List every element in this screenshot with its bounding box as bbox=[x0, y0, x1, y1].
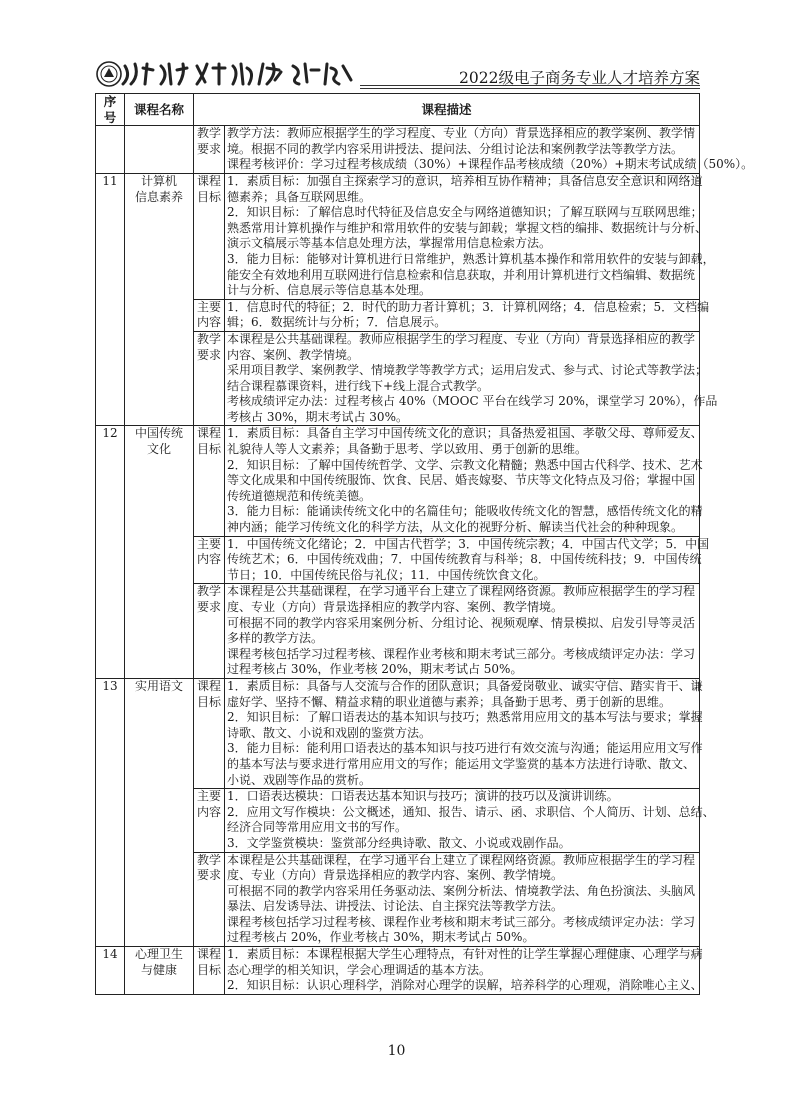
section-label: 教学 要求 bbox=[194, 331, 225, 426]
description-line: 教学方法：教师应根据学生的学习程度、专业（方向）背景选择相应的教学案例、教学情 bbox=[227, 126, 696, 141]
section-label: 主要 内容 bbox=[194, 299, 225, 331]
section-label: 课程 目标 bbox=[194, 173, 225, 299]
course-number: 12 bbox=[96, 426, 125, 679]
section-label: 课程 目标 bbox=[194, 426, 225, 536]
table-body bbox=[96, 126, 754, 995]
section-label: 教学 要求 bbox=[194, 126, 225, 174]
section-description bbox=[225, 126, 754, 174]
description-line: 3．能力目标：能利用口语表达的基本知识与技巧进行有效交流与沟通；能运用应用文写作 bbox=[227, 741, 703, 756]
table-row bbox=[96, 678, 700, 788]
description-line: 辑；6．数据统计与分析；7．信息展示。 bbox=[227, 315, 447, 330]
description-line: 德素养；具备互联网思维。 bbox=[227, 189, 372, 204]
description-line: 3．能力目标：能够对计算机进行日常维护，熟悉计算机基本操作和常用软件的安装与卸载， bbox=[227, 251, 715, 266]
description-line: 1．素质目标：本课程根据大学生心理特点，有针对性的让学生掌握心理健康、心理学与病 bbox=[227, 947, 703, 962]
table-row bbox=[96, 947, 700, 995]
header-rule-secondary bbox=[360, 88, 700, 89]
section-label: 课程 目标 bbox=[194, 678, 225, 788]
school-logo bbox=[95, 60, 357, 88]
description-line: 诗歌、散文、小说和戏剧的鉴赏方法。 bbox=[227, 725, 432, 740]
description-line: 神内涵；能学习传统文化的科学方法，从文化的视野分析、解读当代社会的种种现象。 bbox=[227, 520, 684, 535]
section-label: 教学 要求 bbox=[194, 852, 225, 947]
course-name: 中国传统 文化 bbox=[125, 426, 194, 679]
description-line: 结合课程慕课资料，进行线下+线上混合式教学。 bbox=[227, 378, 490, 393]
description-line: 传统道德规范和传统美德。 bbox=[227, 488, 372, 503]
page-number: 10 bbox=[387, 1043, 406, 1059]
description-line: 节日；10．中国传统民俗与礼仪；11．中国传统饮食文化。 bbox=[227, 567, 546, 582]
section-description bbox=[225, 426, 703, 536]
header-num: 序号 bbox=[96, 94, 125, 126]
description-line: 传统艺术；6．中国传统戏曲；7．中国传统教育与科举；8．中国传统科技；9．中国传统 bbox=[227, 552, 702, 567]
description-line: 度、专业（方向）背景选择相应的教学内容、案例、教学情境。 bbox=[227, 600, 564, 614]
section-description bbox=[225, 947, 703, 995]
description-line: 礼貌待人等人文素养；具备勤于思考、学以致用、勇于创新的思维。 bbox=[227, 442, 588, 457]
table-row bbox=[96, 173, 700, 299]
page-header bbox=[95, 58, 700, 92]
description-line: 考核占 30%，期末考试占 30%。 bbox=[227, 409, 408, 424]
description-line: 1．素质目标：具备自主学习中国传统文化的意识；具备热爱祖国、孝敬父母、尊师爱友、 bbox=[227, 426, 703, 441]
description-line: 1．口语表达模块：口语表达基本知识与技巧；演讲的技巧以及演讲训练。 bbox=[227, 789, 619, 804]
course-name: 计算机 信息素养 bbox=[125, 173, 194, 426]
description-line: 能安全有效地利用互联网进行信息检索和信息获取，并利用计算机进行文档编辑、数据统 bbox=[227, 267, 696, 282]
description-line: 本课程是公共基础课程，在学习通平台上建立了课程网络资源。教师应根据学生的学习程 bbox=[227, 852, 696, 867]
description-line: 采用项目教学、案例教学、情境教学等教学方式；运用启发式、参与式、讨论式等教学法； bbox=[227, 363, 708, 378]
table-row bbox=[96, 126, 700, 174]
course-name: 实用语文 bbox=[125, 678, 194, 946]
description-line: 虚好学、坚持不懈、精益求精的职业道德与素养；具备勤于思考、勇于创新的思维。 bbox=[227, 694, 672, 709]
description-line: 等文化成果和中国传统服饰、饮食、民居、婚丧嫁娶、节庆等文化特点及习俗；掌握中国 bbox=[227, 473, 696, 488]
section-label: 主要 内容 bbox=[194, 789, 225, 852]
description-line: 内容、案例、教学情境。 bbox=[227, 347, 360, 362]
description-line: 本课程是公共基础课程。教师应根据学生的学习程度、专业（方向）背景选择相应的教学 bbox=[227, 331, 696, 346]
description-line: 2．知识目标：了解信息时代特征及信息安全与网络道德知识；了解互联网与互联网思维； bbox=[227, 205, 703, 220]
school-emblem-icon bbox=[95, 60, 357, 88]
header-course-name: 课程名称 bbox=[125, 94, 194, 126]
description-line: 态心理学的相关知识，学会心理调适的基本方法。 bbox=[227, 962, 492, 977]
course-number bbox=[96, 126, 125, 174]
description-line: 1．素质目标：加强自主探索学习的意识，培养相互协作精神；具备信息安全意识和网络道 bbox=[227, 173, 703, 188]
description-line: 可根据不同的教学内容采用任务驱动法、案例分析法、情境教学法、角色扮演法、头脑风 bbox=[227, 883, 696, 898]
description-line: 课程考核包括学习过程考核、课程作业考核和期末考试三部分。考核成绩评定办法：学习 bbox=[227, 914, 696, 929]
table-header-row bbox=[96, 94, 700, 126]
description-line: 2．应用文写作模块：公文概述，通知、报告、请示、函、求职信、个人简历、计划、总结、 bbox=[227, 804, 715, 819]
description-line: 的基本写法与要求进行常用应用文的写作；能运用文学鉴赏的基本方法进行诗歌、散文、 bbox=[227, 756, 696, 771]
section-description bbox=[225, 173, 715, 299]
description-line: 多样的教学方法。 bbox=[227, 631, 324, 646]
section-label: 主要 内容 bbox=[194, 536, 225, 584]
section-description bbox=[225, 299, 710, 331]
section-description bbox=[225, 678, 703, 788]
course-number: 13 bbox=[96, 678, 125, 946]
description-line: 本课程是公共基础课程，在学习通平台上建立了课程网络资源。教师应根据学生的学习程 bbox=[227, 584, 696, 599]
description-line: 3．能力目标：能诵读传统文化中的名篇佳句；能吸收传统文化的智慧，感悟传统文化的精 bbox=[227, 504, 703, 519]
description-line: 2．知识目标：认识心理科学，消除对心理学的误解，培养科学的心理观，消除唯心主义、 bbox=[227, 978, 703, 993]
description-line: 经济合同等常用应用文书的写作。 bbox=[227, 820, 408, 835]
course-table bbox=[95, 93, 754, 995]
section-description bbox=[225, 584, 700, 679]
description-line: 过程考核占 30%，作业考核 20%，期末考试占 50%。 bbox=[227, 662, 523, 677]
course-number: 14 bbox=[96, 947, 125, 995]
header-course-desc: 课程描述 bbox=[194, 94, 700, 126]
description-line: 1．素质目标：具备与人交流与合作的团队意识；具备爱岗敬业、诚实守信、踏实肯干、谦 bbox=[227, 678, 703, 693]
description-line: 2．知识目标：了解中国传统哲学、文学、宗教文化精髓；熟悉中国古代科学、技术、艺术 bbox=[227, 457, 703, 472]
description-line: 课程考核包括学习过程考核、课程作业考核和期末考试三部分。考核成绩评定办法：学习 bbox=[227, 646, 696, 661]
description-line: 计与分析、信息展示等信息基本处理。 bbox=[227, 283, 432, 298]
course-name: 心理卫生 与健康 bbox=[125, 947, 194, 995]
description-line: 小说、戏剧等作品的赏析。 bbox=[227, 772, 372, 787]
description-line: 境。根据不同的教学内容采用讲授法、提问法、分组讨论法和案例教学法等教学方法。 bbox=[227, 141, 684, 156]
description-line: 1．信息时代的特征；2．时代的助力者计算机；3．计算机网络；4．信息检索；5．文档编 bbox=[227, 299, 710, 314]
document-title: 2022级电子商务专业人才培养方案 bbox=[459, 69, 700, 87]
section-description bbox=[225, 331, 718, 426]
description-line: 2．知识目标：了解口语表达的基本知识与技巧；熟悉常用应用文的基本写法与要求；掌握 bbox=[227, 710, 703, 725]
description-line: 可根据不同的教学内容采用案例分析、分组讨论、视频观摩、情景模拟、启发引导等灵活 bbox=[227, 615, 696, 630]
description-line: 过程考核占 20%，作业考核占 30%，期末考试占 50%。 bbox=[227, 930, 535, 945]
description-line: 度、专业（方向）背景选择相应的教学内容、案例、教学情境。 bbox=[227, 868, 564, 883]
description-line: 考核成绩评定办法：过程考核占 40%（MOOC 平台在线学习 20%，课堂学习 20%），作品 bbox=[227, 394, 718, 409]
table-row bbox=[96, 426, 700, 536]
section-label: 课程 目标 bbox=[194, 947, 225, 995]
section-label: 教学 要求 bbox=[194, 584, 225, 679]
section-description bbox=[225, 536, 710, 584]
course-name bbox=[125, 126, 194, 174]
section-description bbox=[225, 852, 700, 947]
description-line: 课程考核评价：学习过程考核成绩（30%）+课程作品考核成绩（20%）+期末考试成绩（50%）。 bbox=[227, 157, 754, 172]
description-line: 熟悉常用计算机操作与维护和常用软件的安装与卸载；掌握文档的编排、数据统计与分析、 bbox=[227, 220, 708, 235]
header-rule bbox=[360, 85, 700, 86]
section-description bbox=[225, 789, 715, 852]
description-line: 暴法、启发诱导法、讲授法、讨论法、自主探究法等教学方法。 bbox=[227, 899, 564, 914]
course-number: 11 bbox=[96, 173, 125, 426]
description-line: 演示文稿展示等基本信息处理方法，掌握常用信息检索方法。 bbox=[227, 236, 552, 251]
description-line: 3．文学鉴赏模块：鉴赏部分经典诗歌、散文、小说或戏剧作品。 bbox=[227, 835, 571, 850]
description-line: 1．中国传统文化绪论；2．中国古代哲学；3．中国传统宗教；4．中国古代文学；5．中国 bbox=[227, 536, 710, 551]
